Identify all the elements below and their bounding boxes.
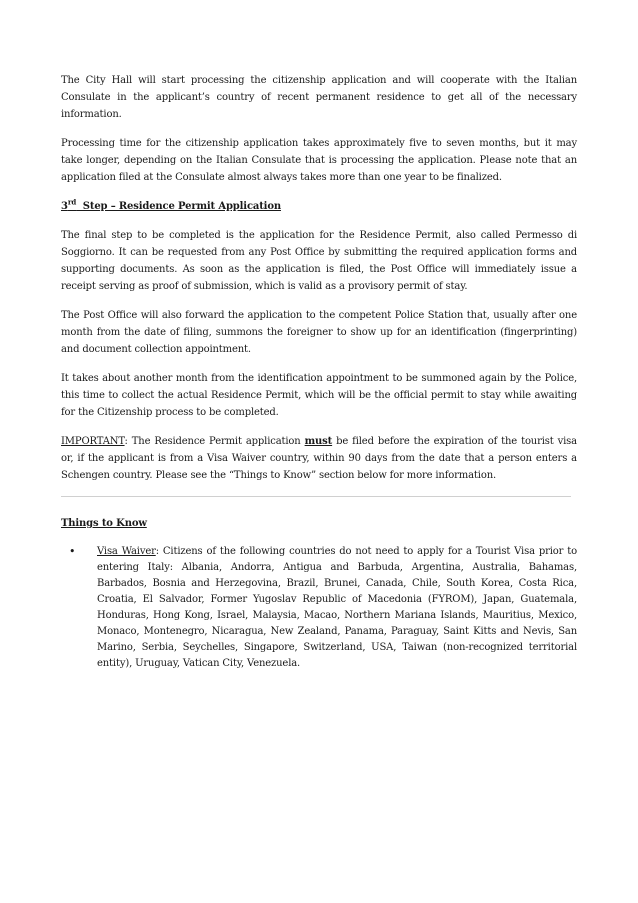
important-text-a: : The Residence Permit application	[124, 436, 305, 447]
section-divider	[61, 496, 571, 497]
step-title: Step – Residence Permit Application	[76, 201, 281, 212]
step-number: 3	[61, 201, 68, 212]
step-ordinal-suffix: rd	[67, 197, 77, 207]
section-heading-things-to-know: Things to Know	[61, 518, 147, 529]
important-text-b: be filed before the expiration of the tourist visa or, if the applicant is from a Visa Waiver country, within 90 days from the date that a person enters a Schengen country. Please see the “Things to Know” section below for more information.	[61, 436, 577, 481]
paragraph-collect-permit: It takes about another month from the identification appointment to be summoned again by the Police, this time to collect the actual Residence Permit, which will be the official permit to stay while awaiting for the Citizenship process to be completed.	[61, 373, 577, 418]
paragraph-residence-permit-intro: The final step to be completed is the application for the Residence Permit, also called Permesso di Soggiorno. It can be requested from any Post Office by submitting the required application forms and supporting documents. As soon as the application is filed, the Post Office will immediately issue a receipt serving as proof of submission, which is valid as a provisory permit of stay.	[61, 230, 577, 292]
visa-waiver-text: : Citizens of the following countries do not need to apply for a Tourist Visa prior to entering Italy: Albania, Andorra, Antigua and Barbuda, Argentina, Australia, Bahamas, Barbados, Bosnia and Herzegovina, Brazil, Brunei, Canada, Chile, South Korea, Costa Rica, Croatia, El Salvador, Former Yugoslav Republic of Macedonia (FYROM), Japan, Guatemala, Honduras, Hong Kong, Israel, Malaysia, Macao, Northern Mariana Islands, Mauritius, Mexico, Monaco, Montenegro, Nicaragua, New Zealand, Panama, Paraguay, Saint Kitts and Nevis, San Marino, Serbia, Seychelles, Singapore, Switzerland, USA, Taiwan (non-recognized territorial entity), Uruguay, Vatican City, Venezuela.	[97, 546, 577, 669]
paragraph-important-note	[61, 433, 577, 484]
visa-waiver-label: Visa Waiver	[97, 546, 156, 557]
important-label: IMPORTANT	[61, 436, 125, 447]
things-to-know-list	[61, 544, 577, 672]
important-must: must	[304, 436, 333, 447]
list-item-visa-waiver	[61, 544, 577, 672]
section-heading-step-3	[61, 198, 577, 215]
paragraph-post-office-forward: The Post Office will also forward the application to the competent Police Station that, usually after one month from the date of filing, summons the foreigner to show up for an identification (fingerprinting) and document collection appointment.	[61, 310, 577, 355]
bullet-icon: •	[69, 545, 76, 558]
document-page	[61, 72, 577, 672]
paragraph-processing-time: Processing time for the citizenship application takes approximately five to seven months, but it may take longer, depending on the Italian Consulate that is processing the application. Please note that an application filed at the Consulate almost always takes more than one year to be finalized.	[61, 138, 577, 183]
paragraph-city-hall: The City Hall will start processing the citizenship application and will cooperate with the Italian Consulate in the applicant’s country of recent permanent residence to get all of the necessary information.	[61, 75, 577, 120]
